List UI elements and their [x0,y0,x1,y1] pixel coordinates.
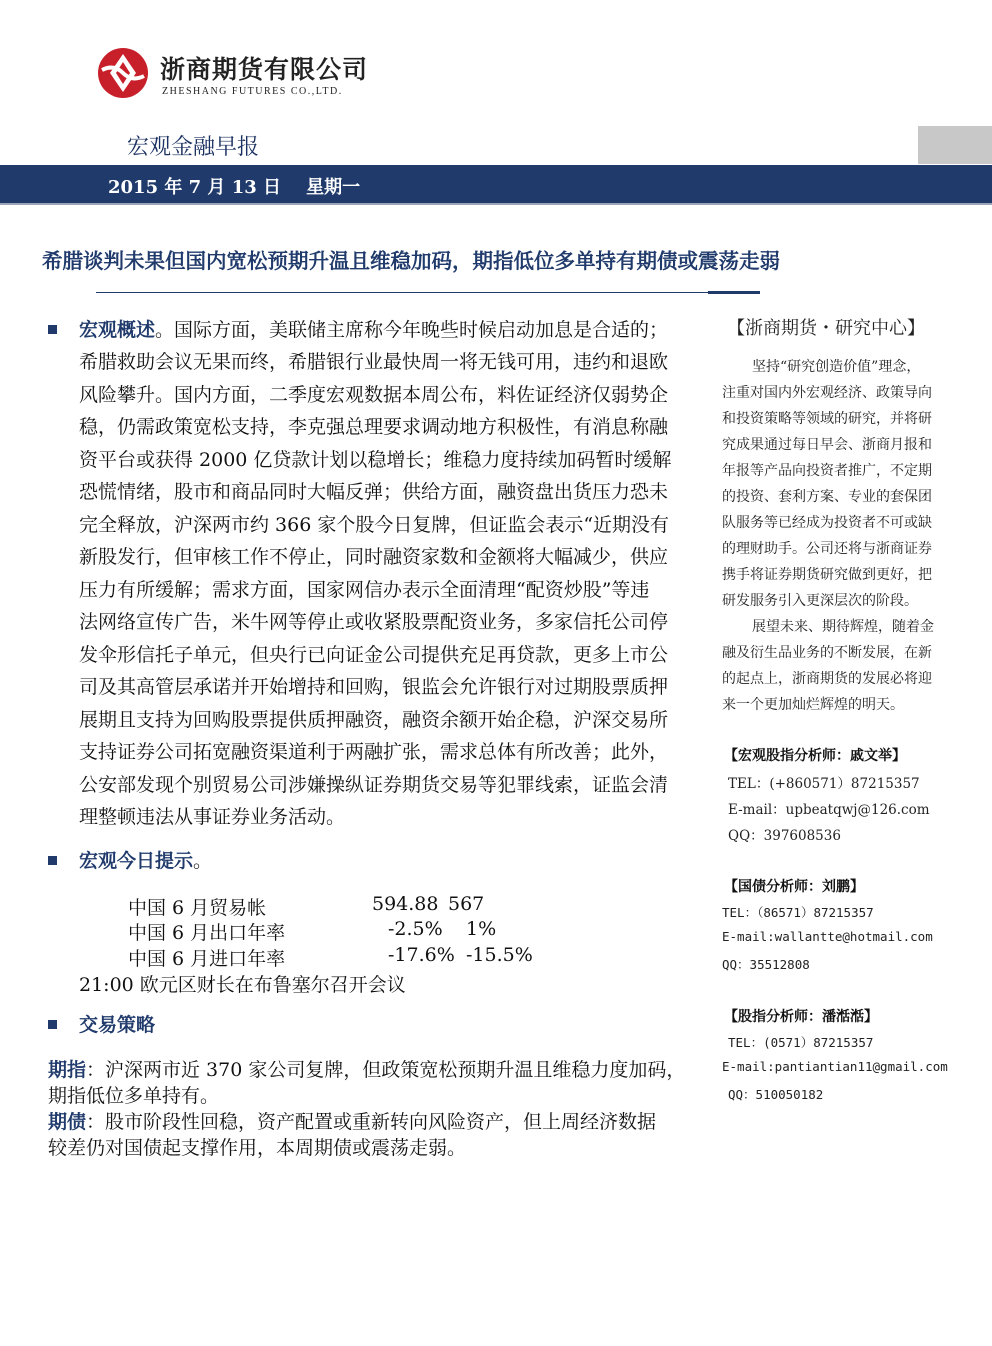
calendar-item-previous: -15.5% [466,944,533,966]
macro-overview-line: 稳，仍需政策宽松支持，李克强总理要求调动地方积极性，有消息称融 [79,416,669,438]
macro-today-section [48,846,212,873]
report-title: 宏观金融早报 [127,135,260,160]
analyst-qq: QQ：397608536 [728,828,841,844]
sidebar-intro-line: 究成果通过每日早会、浙商月报和 [722,437,932,453]
strategy-index-line [48,1055,685,1082]
macro-overview-line: 司及其高管层承诺并开始增持和回购，银监会允许银行对过期股票质押 [79,676,669,698]
analyst-title: 【国债分析师：刘鹏】 [724,879,864,895]
sidebar-intro-line: 的理财助手。公司还将与浙商证券 [722,541,932,557]
analyst-tel: TEL：（86571）87215357 [722,905,874,920]
analyst-qq: QQ：510050182 [728,1087,824,1102]
macro-overview-line: 新股发行，但审核工作不停止，同时融资家数和金额将大幅减少，供应 [79,546,669,568]
macro-overview-line: 展期且支持为回购股票提供质押融资，融资余额开始企稳，沪深交易所 [79,708,669,731]
macro-overview-line: 恐慌情绪，股市和商品同时大幅反弹；供给方面，融资盘出货压力恐未 [79,481,669,503]
calendar-item-label: 中国 6 月贸易帐 [128,897,267,919]
macro-overview-section [48,315,668,342]
macro-overview-title: 宏观概述 [79,319,156,341]
headline-divider [96,292,708,293]
analyst-title: 【股指分析师：潘湉湉】 [724,1009,878,1025]
strategy-index-line: 期指低位多单持有。 [48,1085,220,1107]
sidebar-intro-line: 和投资策略等领域的研究，并将研 [722,411,932,427]
analyst-qq: QQ：35512808 [722,957,810,972]
macro-overview-line: 资平台或获得 2000 亿贷款计划以稳增长；维稳力度持续加码暂时缓解 [79,448,672,471]
headline: 希腊谈判未果但国内宽松预期升温且维稳加码，期指低位多单持有期债或震荡走弱 [42,249,780,273]
strategy-bond-label: 期债 [48,1111,87,1133]
company-name-en: ZHESHANG FUTURES CO.,LTD. [162,86,343,97]
calendar-item-label: 中国 6 月进口年率 [128,948,286,970]
sidebar-intro-line: 的投资、套利方案、专业的套保团 [722,489,932,505]
sidebar-intro-line: 年报等产品向投资者推广，不定期 [722,463,932,479]
macro-today-title-suffix: 。 [193,850,213,872]
analyst-email[interactable]: E-mail：upbeatqwj@126.com [728,802,930,818]
sidebar-intro-line: 坚持“研究创造价值”理念， [752,359,921,375]
calendar-item-forecast: -2.5% [388,918,443,940]
headline-divider-accent [708,291,760,294]
sidebar-intro-line: 队服务等已经成为投资者不可或缺 [722,515,932,531]
strategy-section [48,1010,155,1037]
company-name-cn: 浙商期货有限公司 [160,55,369,84]
strategy-bond-line: 较差仍对国债起支撑作用，本周期债或震荡走弱。 [48,1137,467,1159]
sidebar-outlook-line: 来一个更加灿烂辉煌的明天。 [722,697,904,713]
analyst-tel: TEL：(0571）87215357 [728,1035,874,1050]
report-date: 2015 年 7 月 13 日 星期一 [108,177,361,198]
sidebar-intro-line: 注重对国内外宏观经济、政策导向 [722,385,932,401]
calendar-item-label: 中国 6 月出口年率 [128,922,286,944]
strategy-index-label: 期指 [48,1059,87,1081]
company-logo-icon [96,46,150,100]
macro-overview-line: 支持证券公司拓宽融资渠道利于两融扩张，需求总体有所改善；此外， [79,741,669,763]
sidebar-intro-line: 研发服务引入更深层次的阶段。 [722,593,918,609]
calendar-event: 21:00 欧元区财长在布鲁塞尔召开会议 [79,974,406,996]
macro-overview-line: 法网络宣传广告，米牛网等停止或收紧股票配资业务，多家信托公司停 [79,611,669,633]
macro-overview-line: 风险攀升。国内方面，二季度宏观数据本周公布，料佐证经济仅弱势企 [79,383,669,406]
macro-overview-line: 希腊救助会议无果而终，希腊银行业最快周一将无钱可用，违约和退欧 [79,351,669,373]
macro-overview-line: 公安部发现个别贸易公司涉嫌操纵证券期货交易等犯罪线索，证监会清 [79,773,669,796]
sidebar-outlook-line: 融及衍生品业务的不断发展，在新 [722,645,932,661]
strategy-title: 交易策略 [79,1014,156,1036]
strategy-index-text: ：沪深两市近 370 家公司复牌，但政策宽松预期升温且维稳力度加码， [86,1059,686,1081]
sidebar-title: 【浙商期货・研究中心】 [727,318,925,339]
bullet-square-icon [48,325,57,334]
sidebar-outlook-line: 展望未来、期待辉煌，随着金 [752,619,934,635]
bullet-square-icon [48,856,57,865]
macro-overview-line: 发伞形信托子单元，但央行已向证金公司提供充足再贷款，更多上市公 [79,643,669,666]
macro-overview-line: 压力有所缓解；需求方面，国家网信办表示全面清理“配资炒股”等违 [79,578,650,601]
analyst-email[interactable]: E-mail:wallantte@hotmail.com [722,929,933,944]
strategy-bond-line [48,1107,656,1134]
sidebar-outlook-line: 的起点上，浙商期货的发展必将迎 [722,671,932,687]
macro-overview-first-line: 。国际方面，美联储主席称今年晚些时候启动加息是合适的； [155,319,669,341]
bullet-square-icon [48,1020,57,1029]
analyst-title: 【宏观股指分析师：戚文举】 [724,748,906,764]
analyst-email[interactable]: E-mail:pantiantian11@gmail.com [722,1059,948,1074]
macro-today-title: 宏观今日提示 [79,850,194,872]
calendar-item-previous: 567 [448,893,485,915]
calendar-item-previous: 1% [466,918,497,940]
sidebar-intro-line: 携手将证券期货研究做到更好，把 [722,567,932,583]
analyst-tel: TEL：(+860571）87215357 [728,776,920,792]
strategy-bond-text: ：股市阶段性回稳，资产配置或重新转向风险资产，但上周经济数据 [86,1111,657,1133]
macro-overview-line: 完全释放，沪深两市约 366 家个股今日复牌，但证监会表示“近期没有 [79,513,670,536]
calendar-item-forecast: 594.88 [372,893,439,915]
macro-overview-line: 理整顿违法从事证券业务活动。 [79,806,346,828]
calendar-item-forecast: -17.6% [388,944,455,966]
header-grey-tab [918,126,992,164]
